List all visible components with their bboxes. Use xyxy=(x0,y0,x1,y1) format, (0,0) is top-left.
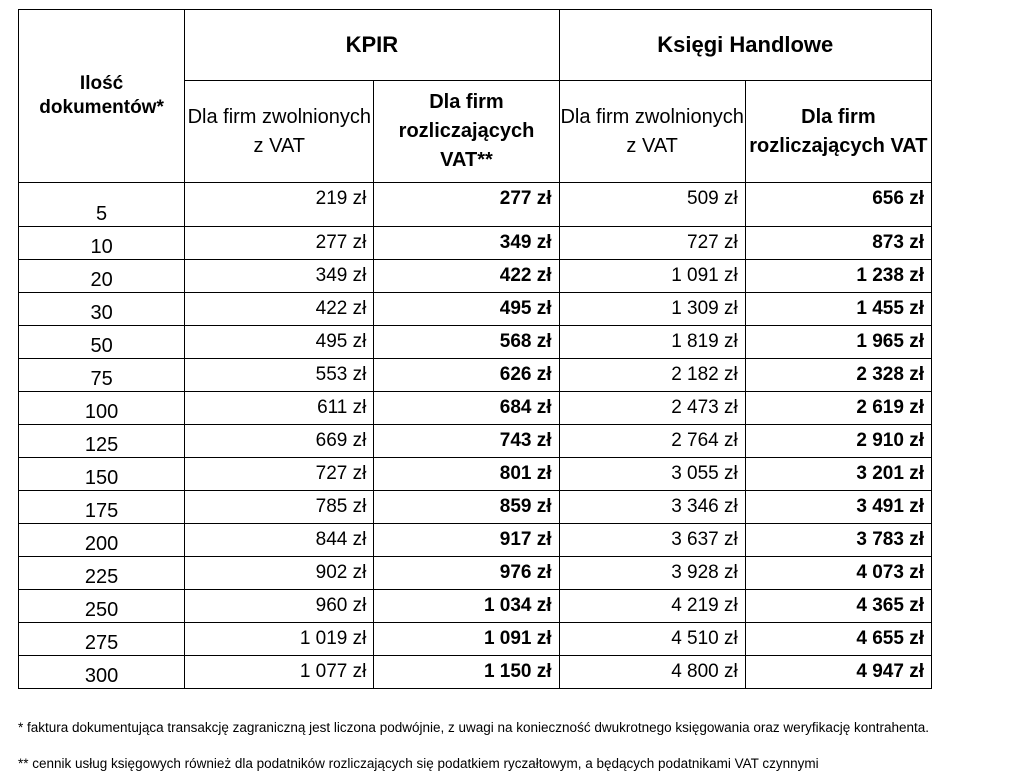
kpir-exempt-cell: 219 zł xyxy=(185,183,374,227)
kpir-vat-cell: 1 150 zł xyxy=(374,656,559,689)
kpir-vat-cell: 917 zł xyxy=(374,524,559,557)
header-kpir-exempt xyxy=(185,81,374,183)
table-row xyxy=(19,227,932,260)
table-row xyxy=(19,183,932,227)
header-kpir-vat-label: Dla firm rozliczających VAT** xyxy=(398,91,535,171)
table-row xyxy=(19,392,932,425)
kpir-vat-cell: 626 zł xyxy=(374,359,559,392)
kpir-vat-cell: 568 zł xyxy=(374,326,559,359)
table-row xyxy=(19,524,932,557)
kh-exempt-cell: 1 091 zł xyxy=(559,260,745,293)
qty-cell: 5 xyxy=(19,183,185,227)
table-row xyxy=(19,260,932,293)
kh-vat-cell: 2 328 zł xyxy=(745,359,931,392)
table-row xyxy=(19,293,932,326)
kh-exempt-cell: 3 346 zł xyxy=(559,491,745,524)
kh-exempt-cell: 2 182 zł xyxy=(559,359,745,392)
qty-cell: 75 xyxy=(19,359,185,392)
kpir-vat-cell: 743 zł xyxy=(374,425,559,458)
kpir-vat-cell: 495 zł xyxy=(374,293,559,326)
kh-exempt-cell: 2 764 zł xyxy=(559,425,745,458)
kh-exempt-cell: 2 473 zł xyxy=(559,392,745,425)
table-row xyxy=(19,425,932,458)
kh-exempt-cell: 4 510 zł xyxy=(559,623,745,656)
kh-vat-cell: 1 238 zł xyxy=(745,260,931,293)
kpir-exempt-cell: 553 zł xyxy=(185,359,374,392)
kpir-vat-cell: 422 zł xyxy=(374,260,559,293)
kpir-vat-cell: 277 zł xyxy=(374,183,559,227)
qty-cell: 250 xyxy=(19,590,185,623)
kpir-vat-cell: 684 zł xyxy=(374,392,559,425)
qty-cell: 300 xyxy=(19,656,185,689)
kh-vat-cell: 4 073 zł xyxy=(745,557,931,590)
kpir-vat-cell: 1 091 zł xyxy=(374,623,559,656)
kpir-exempt-cell: 669 zł xyxy=(185,425,374,458)
kpir-vat-cell: 859 zł xyxy=(374,491,559,524)
qty-cell: 150 xyxy=(19,458,185,491)
header-quantity-label: Ilość dokumentów* xyxy=(39,73,164,118)
qty-cell: 275 xyxy=(19,623,185,656)
kpir-exempt-cell: 785 zł xyxy=(185,491,374,524)
kh-exempt-cell: 4 219 zł xyxy=(559,590,745,623)
header-kpir-exempt-label: Dla firm zwolnionych z VAT xyxy=(187,105,371,157)
header-kpir-vat xyxy=(374,81,559,183)
qty-cell: 125 xyxy=(19,425,185,458)
qty-cell: 50 xyxy=(19,326,185,359)
header-kh-vat-label: Dla firm rozliczających VAT xyxy=(749,105,928,157)
qty-cell: 10 xyxy=(19,227,185,260)
kpir-exempt-cell: 960 zł xyxy=(185,590,374,623)
table-row xyxy=(19,557,932,590)
kh-exempt-cell: 509 zł xyxy=(559,183,745,227)
kpir-exempt-cell: 727 zł xyxy=(185,458,374,491)
kpir-vat-cell: 801 zł xyxy=(374,458,559,491)
kpir-vat-cell: 1 034 zł xyxy=(374,590,559,623)
kpir-vat-cell: 976 zł xyxy=(374,557,559,590)
kh-vat-cell: 1 965 zł xyxy=(745,326,931,359)
table-row xyxy=(19,458,932,491)
footnote-lump-sum: ** cennik usług księgowych również dla podatników rozliczających się podatkiem ryczałtowym, a będących podatnikami VAT czynnymi xyxy=(18,756,819,771)
qty-cell: 100 xyxy=(19,392,185,425)
header-group-kpir xyxy=(185,10,559,81)
kh-vat-cell: 3 783 zł xyxy=(745,524,931,557)
header-kh-exempt-label: Dla firm zwolnionych z VAT xyxy=(560,105,744,157)
kh-vat-cell: 3 491 zł xyxy=(745,491,931,524)
kh-vat-cell: 2 619 zł xyxy=(745,392,931,425)
kpir-vat-cell: 349 zł xyxy=(374,227,559,260)
kpir-exempt-cell: 349 zł xyxy=(185,260,374,293)
qty-cell: 225 xyxy=(19,557,185,590)
kh-exempt-cell: 3 055 zł xyxy=(559,458,745,491)
kh-exempt-cell: 4 800 zł xyxy=(559,656,745,689)
footnote-foreign-invoice: * faktura dokumentująca transakcję zagraniczną jest liczona podwójnie, z uwagi na konieczność dwukrotnego księgowania oraz weryfikację kontrahenta. xyxy=(18,720,930,735)
header-group-kh-label: Księgi Handlowe xyxy=(657,32,834,57)
kh-exempt-cell: 1 819 zł xyxy=(559,326,745,359)
kh-vat-cell: 4 947 zł xyxy=(745,656,931,689)
header-kh-exempt xyxy=(559,81,745,183)
kpir-exempt-cell: 611 zł xyxy=(185,392,374,425)
table-row xyxy=(19,359,932,392)
kh-exempt-cell: 3 928 zł xyxy=(559,557,745,590)
kh-exempt-cell: 727 zł xyxy=(559,227,745,260)
table-row xyxy=(19,623,932,656)
kpir-exempt-cell: 422 zł xyxy=(185,293,374,326)
qty-cell: 20 xyxy=(19,260,185,293)
kh-exempt-cell: 1 309 zł xyxy=(559,293,745,326)
kpir-exempt-cell: 844 zł xyxy=(185,524,374,557)
table-row xyxy=(19,656,932,689)
kh-vat-cell: 3 201 zł xyxy=(745,458,931,491)
kpir-exempt-cell: 902 zł xyxy=(185,557,374,590)
table-row xyxy=(19,326,932,359)
qty-cell: 200 xyxy=(19,524,185,557)
header-kh-vat xyxy=(745,81,931,183)
kpir-exempt-cell: 1 019 zł xyxy=(185,623,374,656)
table-row xyxy=(19,491,932,524)
kpir-exempt-cell: 1 077 zł xyxy=(185,656,374,689)
table-row xyxy=(19,590,932,623)
header-group-kh xyxy=(559,10,931,81)
header-group-kpir-label: KPIR xyxy=(345,32,399,57)
kh-vat-cell: 4 365 zł xyxy=(745,590,931,623)
kh-vat-cell: 656 zł xyxy=(745,183,931,227)
qty-cell: 30 xyxy=(19,293,185,326)
kh-vat-cell: 4 655 zł xyxy=(745,623,931,656)
kpir-exempt-cell: 277 zł xyxy=(185,227,374,260)
price-table xyxy=(18,9,932,689)
header-quantity xyxy=(19,10,185,183)
kh-vat-cell: 1 455 zł xyxy=(745,293,931,326)
qty-cell: 175 xyxy=(19,491,185,524)
kpir-exempt-cell: 495 zł xyxy=(185,326,374,359)
kh-vat-cell: 2 910 zł xyxy=(745,425,931,458)
kh-vat-cell: 873 zł xyxy=(745,227,931,260)
kh-exempt-cell: 3 637 zł xyxy=(559,524,745,557)
